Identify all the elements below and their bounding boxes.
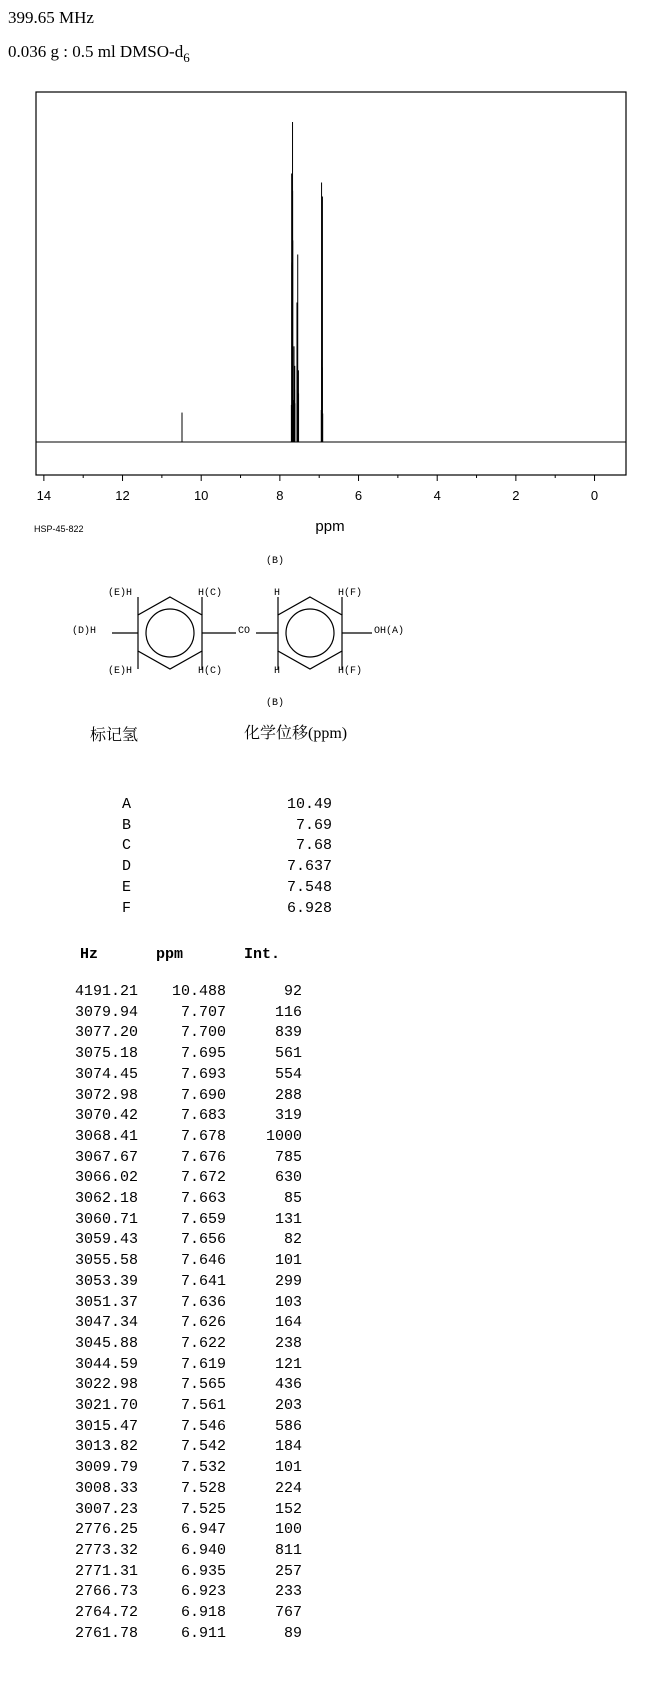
ppm-cell: 7.525: [180, 1500, 226, 1518]
table-row: [50, 1107, 302, 1127]
nmr-spectrum-chart: [0, 0, 652, 540]
ppm-cell: 7.619: [180, 1355, 226, 1373]
table-row: [50, 1190, 302, 1210]
assignment-shift: 7.548: [286, 878, 332, 896]
ppm-cell: 7.565: [180, 1376, 226, 1394]
ppm-cell: 7.532: [180, 1459, 226, 1477]
table-row: [50, 1438, 302, 1458]
hz-cell: 3007.23: [74, 1500, 138, 1518]
hz-cell: 2761.78: [74, 1624, 138, 1642]
peak-table-header-hz: Hz: [80, 946, 99, 963]
hz-cell: 3059.43: [74, 1231, 138, 1249]
int-cell: 224: [274, 1479, 302, 1497]
ppm-cell: 7.646: [180, 1252, 226, 1270]
assignment-shift: 7.637: [286, 858, 332, 876]
assignment-shift: 7.68: [295, 837, 332, 855]
int-cell: 257: [274, 1562, 302, 1580]
tick-label: 4: [433, 488, 441, 503]
int-cell: 101: [274, 1459, 302, 1477]
hz-cell: 3075.18: [74, 1045, 138, 1063]
sample-text: 0.036 g : 0.5 ml DMSO-d: [8, 42, 184, 61]
table-row: [50, 1004, 302, 1024]
tick-label: 12: [115, 488, 130, 503]
int-cell: 103: [274, 1293, 302, 1311]
label-c-top: H(C): [198, 588, 223, 599]
ppm-cell: 10.488: [171, 983, 226, 1000]
table-row: [50, 1625, 302, 1645]
int-cell: 586: [274, 1417, 302, 1435]
hz-cell: 2773.32: [74, 1541, 138, 1559]
hz-cell: 3074.45: [74, 1065, 138, 1083]
hz-cell: 2771.31: [74, 1562, 138, 1580]
int-cell: 100: [274, 1521, 302, 1539]
hz-cell: 3062.18: [74, 1190, 138, 1207]
int-cell: 92: [283, 983, 302, 1000]
table-row: [50, 1480, 302, 1500]
hz-cell: 3066.02: [74, 1169, 138, 1187]
ppm-cell: 7.626: [180, 1314, 226, 1332]
hz-cell: 3068.41: [74, 1127, 138, 1145]
int-cell: 121: [274, 1355, 302, 1373]
hz-cell: 2766.73: [74, 1583, 138, 1601]
table-row: [50, 1314, 302, 1334]
x-axis-label: ppm: [315, 518, 345, 535]
assignment-label: F: [122, 899, 132, 917]
hz-cell: 3051.37: [74, 1293, 138, 1311]
tick-label: 8: [276, 488, 284, 503]
peak-table-header-ppm: ppm: [156, 946, 184, 963]
hz-cell: 3070.42: [74, 1107, 138, 1125]
ppm-cell: 7.707: [180, 1003, 226, 1021]
ppm-cell: 7.683: [180, 1107, 226, 1125]
ppm-cell: 7.622: [180, 1334, 226, 1352]
table-row: [50, 1294, 302, 1314]
spectrometer-frequency: 399.65 MHz: [8, 8, 94, 27]
label-e-bottom: (E)H: [108, 666, 133, 677]
int-cell: 89: [283, 1624, 302, 1642]
hz-cell: 3022.98: [74, 1376, 138, 1394]
assignment-col1-header: 标记氢: [90, 727, 139, 744]
int-cell: 116: [274, 1003, 302, 1021]
table-row: [50, 1211, 302, 1231]
hz-cell: 2776.25: [74, 1521, 138, 1539]
table-row: [50, 1376, 302, 1396]
spectrum-code: HSP-45-822: [34, 524, 84, 534]
left-ring-circle: [146, 609, 194, 657]
int-cell: 561: [274, 1045, 302, 1063]
table-row: [50, 1066, 302, 1086]
sample-subscript: 6: [183, 50, 190, 65]
table-row: [50, 1128, 302, 1148]
hz-cell: 3077.20: [74, 1024, 138, 1042]
table-row: [50, 1563, 302, 1583]
ppm-cell: 7.700: [180, 1024, 226, 1042]
label-f-bottom: H(F): [338, 666, 363, 677]
int-cell: 101: [274, 1252, 302, 1270]
right-ring-circle: [286, 609, 334, 657]
hz-cell: 3021.70: [74, 1397, 138, 1414]
assignment-label: B: [122, 816, 132, 834]
assignment-label: C: [122, 837, 132, 855]
table-row: [50, 1087, 302, 1107]
assignment-shift: 10.49: [286, 796, 332, 813]
table-row: [50, 1149, 302, 1169]
ppm-cell: 7.693: [180, 1065, 226, 1083]
ppm-cell: 6.923: [180, 1583, 226, 1601]
int-cell: 839: [274, 1024, 302, 1042]
label-c-bottom: H(C): [198, 666, 223, 677]
label-f-top: H(F): [338, 588, 363, 599]
hz-cell: 3044.59: [74, 1355, 138, 1373]
table-row: [50, 1521, 302, 1541]
ppm-cell: 7.656: [180, 1231, 226, 1249]
ppm-cell: 7.641: [180, 1272, 226, 1290]
label-e-top: (E)H: [108, 588, 133, 599]
int-cell: 203: [274, 1397, 302, 1414]
tick-label: 14: [36, 488, 52, 503]
ppm-cell: 7.676: [180, 1148, 226, 1166]
int-cell: 554: [274, 1065, 302, 1083]
hz-cell: 3055.58: [74, 1252, 138, 1270]
ppm-cell: 7.636: [180, 1293, 226, 1311]
hz-cell: 2764.72: [74, 1604, 138, 1621]
table-row: [50, 1045, 302, 1065]
table-row: [50, 1501, 302, 1521]
assignment-label: A: [122, 796, 132, 813]
structure-diagram: [0, 555, 652, 740]
table-row: [50, 1024, 302, 1044]
ppm-cell: 7.695: [180, 1045, 226, 1063]
tick-label: 10: [193, 488, 209, 503]
table-row: [50, 1356, 302, 1376]
int-cell: 436: [274, 1376, 302, 1394]
ppm-cell: 7.672: [180, 1169, 226, 1187]
int-cell: 319: [274, 1107, 302, 1125]
ppm-cell: 6.935: [180, 1562, 226, 1580]
int-cell: 233: [274, 1583, 302, 1601]
hz-cell: 3079.94: [74, 1003, 138, 1021]
ppm-cell: 6.918: [180, 1604, 226, 1621]
label-b-top: (B): [266, 556, 285, 567]
peak-lines: [182, 122, 323, 442]
tick-label: 2: [512, 488, 520, 503]
hz-cell: 3015.47: [74, 1417, 138, 1435]
x-axis-ticks: [37, 475, 599, 503]
label-d: (D)H: [72, 626, 97, 637]
int-cell: 630: [274, 1169, 302, 1187]
int-cell: 184: [274, 1438, 302, 1456]
table-row: [50, 1273, 302, 1293]
hz-cell: 3053.39: [74, 1272, 138, 1290]
assignment-shift: 6.928: [286, 899, 332, 917]
int-cell: 785: [274, 1148, 302, 1166]
int-cell: 164: [274, 1314, 302, 1332]
hz-cell: 4191.21: [74, 983, 138, 1000]
ppm-cell: 7.663: [180, 1190, 226, 1207]
table-row: [50, 1397, 302, 1417]
label-b-bottom: (B): [266, 698, 285, 709]
tick-label: 6: [354, 488, 363, 503]
table-row: [50, 1252, 302, 1272]
hz-cell: 3072.98: [74, 1086, 138, 1104]
table-row: [50, 1418, 302, 1438]
table-row: [50, 983, 302, 1003]
hz-cell: 3047.34: [74, 1314, 138, 1332]
table-row: [50, 1169, 302, 1189]
assignment-col2-header: 化学位移(ppm): [244, 725, 348, 742]
assignment-label: D: [122, 858, 132, 876]
plot-frame: [36, 92, 626, 475]
table-row: [50, 1583, 302, 1603]
left-benzene-ring: [138, 597, 202, 669]
table-row: [50, 1459, 302, 1479]
label-h-right-bottom: H: [274, 666, 281, 677]
hz-cell: 3045.88: [74, 1334, 138, 1352]
tick-label: 0: [590, 488, 599, 503]
hz-cell: 3008.33: [74, 1479, 138, 1497]
peak-table-header-int: Int.: [244, 946, 281, 963]
assignment-label: E: [122, 878, 132, 896]
ppm-cell: 6.947: [180, 1521, 226, 1539]
assignment-shift: 7.69: [295, 816, 332, 834]
hz-cell: 3067.67: [74, 1148, 138, 1166]
int-cell: 152: [274, 1500, 302, 1518]
ppm-cell: 7.528: [180, 1479, 226, 1497]
int-cell: 1000: [265, 1127, 302, 1145]
table-row: [50, 1231, 302, 1251]
int-cell: 811: [274, 1541, 302, 1559]
ppm-cell: 6.911: [180, 1624, 226, 1642]
int-cell: 82: [283, 1231, 302, 1249]
label-h-right-top: H: [274, 588, 281, 599]
int-cell: 767: [274, 1604, 302, 1621]
int-cell: 299: [274, 1272, 302, 1290]
label-co: CO: [238, 626, 251, 637]
hz-cell: 3009.79: [74, 1459, 138, 1477]
table-row: [50, 1335, 302, 1355]
hz-cell: 3013.82: [74, 1438, 138, 1456]
int-cell: 131: [274, 1210, 302, 1228]
ppm-cell: 7.690: [180, 1086, 226, 1104]
label-oh-a: OH(A): [374, 626, 405, 637]
ppm-cell: 6.940: [180, 1541, 226, 1559]
table-row: [50, 1542, 302, 1562]
ppm-cell: 7.659: [180, 1210, 226, 1228]
int-cell: 288: [274, 1086, 302, 1104]
ppm-cell: 7.542: [180, 1438, 226, 1456]
int-cell: 85: [283, 1190, 302, 1207]
hz-cell: 3060.71: [74, 1210, 138, 1228]
ppm-cell: 7.678: [180, 1127, 226, 1145]
ppm-cell: 7.561: [180, 1397, 226, 1414]
int-cell: 238: [274, 1334, 302, 1352]
right-benzene-ring: [278, 597, 342, 669]
table-row: [50, 1604, 302, 1624]
ppm-cell: 7.546: [180, 1417, 226, 1435]
